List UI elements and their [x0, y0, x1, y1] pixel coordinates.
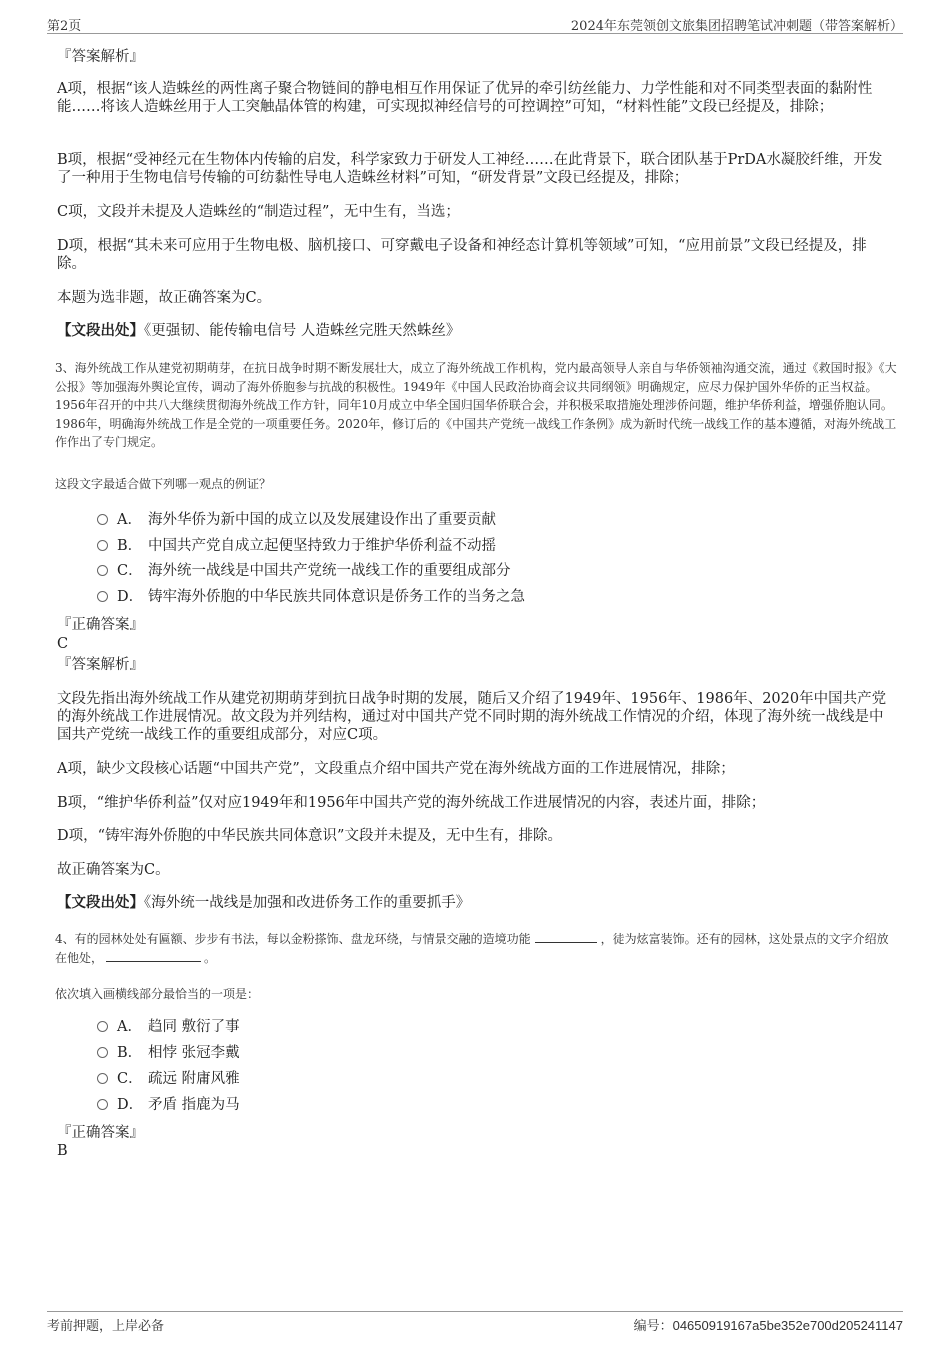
q3-analysis-b: B项，“维护华侨利益”仅对应1949年和1956年中国共产党的海外统战工作进展情况的内容，表述片面，排除；	[57, 795, 766, 811]
q4-answer-label: 『正确答案』	[57, 1125, 144, 1141]
option-letter: D．	[117, 1097, 144, 1113]
q3-analysis-main: 文段先指出海外统战工作从建党初期萌芽到抗日战争时期的发展，随后又介绍了1949年、1956年、1986年、2020年中国共产党的海外统战工作进展情况。故文段为并列结构，通过对中国共产党不同时期的海外统战工作情况的介绍，体现了海外统一战线是中国共产党统一战线工作的重要组成部分，对应C项。	[57, 691, 887, 743]
q3-prompt: 这段文字最适合做下列哪一观点的例证？	[55, 477, 272, 491]
radio-button[interactable]	[97, 1099, 108, 1110]
q4-answer: B	[57, 1143, 68, 1159]
option-letter: C．	[117, 563, 143, 579]
option-letter: C．	[117, 1071, 143, 1087]
q3-source	[57, 894, 890, 912]
q4-text-part-2: ，徒为炫富装饰。还有的园林，这处景点的文字介绍放在他处，	[55, 932, 889, 965]
q4-option-a[interactable]	[97, 1017, 240, 1037]
q3-source-text: 《海外统一战线是加强和改进侨务工作的重要抓手》	[144, 895, 471, 911]
option-text: 海外统一战线是中国共产党统一战线工作的重要组成部分	[148, 563, 511, 579]
radio-button[interactable]	[97, 565, 108, 576]
page-header	[47, 15, 903, 34]
option-text: 相悖 张冠李戴	[148, 1045, 240, 1061]
option-letter: A．	[117, 512, 142, 528]
q4-option-b[interactable]	[97, 1043, 240, 1063]
q3-analysis-label: 『答案解析』	[57, 657, 144, 673]
page-footer	[47, 1311, 903, 1336]
radio-button[interactable]	[97, 540, 108, 551]
q3-option-c[interactable]	[97, 561, 511, 581]
q4-text-part-1: 4、有的园林处处有匾额、步步有书法，每以金粉搽饰、盘龙环绕，与情景交融的造境功能	[55, 932, 531, 946]
q4-prompt: 依次填入画横线部分最恰当的一项是：	[55, 987, 260, 1001]
q2-source-label: 【文段出处】	[57, 322, 144, 339]
footer-code-label: 编号：	[633, 1319, 673, 1334]
radio-button[interactable]	[97, 1047, 108, 1058]
q2-analysis-d: D项，根据“其未来可应用于生物电极、脑机接口、可穿戴电子设备和神经态计算机等领域”可知，“应用前景”文段已经提及，排除。	[57, 238, 867, 272]
radio-button[interactable]	[97, 1021, 108, 1032]
q4-blank-1	[535, 930, 597, 943]
option-letter: B．	[117, 538, 143, 554]
q4-blank-2	[106, 949, 201, 962]
q2-analysis-label: 『答案解析』	[57, 49, 144, 65]
q3-source-label: 【文段出处】	[57, 894, 144, 911]
radio-button[interactable]	[97, 1073, 108, 1084]
q2-analysis-a: A项，根据“该人造蛛丝的两性离子聚合物链间的静电相互作用保证了优异的牵引纺丝能力、力学性能和对不同类型表面的黏附性能……将该人造蛛丝用于人工突触晶体管的构建，可实现拟神经信号的可控调控”可知，“材料性能”文段已经提及，排除；	[57, 81, 873, 115]
option-text: 矛盾 指鹿为马	[148, 1097, 240, 1113]
option-letter: B．	[117, 1045, 143, 1061]
q3-answer-label: 『正确答案』	[57, 617, 144, 633]
q3-passage: 3、海外统战工作从建党初期萌芽，在抗日战争时期不断发展壮大，成立了海外统战工作机构，党内最高领导人亲自与华侨领袖沟通交流，通过《救国时报》《大公报》等加强海外舆论宣传，调动了海外侨胞参与抗战的积极性。1949年《中国人民政治协商会议共同纲领》明确规定，应尽力保护国外华侨的正当权益。1956年召开的中共八大继续贯彻海外统战工作方针，同年10月成立中华全国归国华侨联合会，并积极采取措施处理涉侨问题，维护华侨利益，增强侨胞认同。1986年，明确海外统战工作是全党的一项重要任务。2020年，修订后的《中国共产党统一战线工作条例》成为新时代统一战线工作的基本遵循，对海外统战工作作出了专门规定。	[55, 361, 897, 449]
option-text: 趋同 敷衍了事	[148, 1019, 240, 1035]
q3-conclusion: 故正确答案为C。	[57, 862, 170, 878]
q3-analysis-d: D项，“铸牢海外侨胞的中华民族共同体意识”文段并未提及，无中生有，排除。	[57, 828, 562, 844]
option-letter: D．	[117, 589, 144, 605]
q2-conclusion: 本题为选非题，故正确答案为C。	[57, 290, 272, 306]
q3-analysis-a: A项，缺少文段核心话题“中国共产党”，文段重点介绍中国共产党在海外统战方面的工作进展情况，排除；	[57, 761, 735, 777]
q4-option-c[interactable]	[97, 1069, 240, 1089]
q2-analysis-c: C项，文段并未提及人造蛛丝的“制造过程”，无中生有，当选；	[57, 204, 460, 220]
q2-analysis-b: B项，根据“受神经元在生物体内传输的启发，科学家致力于研发人工神经……在此背景下，联合团队基于PrDA水凝胶纤维，开发了一种用于生物电信号传输的可纺黏性导电人造蛛丝材料”可知，“研发背景”文段已经提及，排除；	[57, 152, 883, 186]
q4-passage	[55, 930, 900, 967]
option-text: 铸牢海外侨胞的中华民族共同体意识是侨务工作的当务之急	[148, 589, 525, 605]
option-letter: A．	[117, 1019, 142, 1035]
q3-option-d[interactable]	[97, 587, 525, 607]
q4-text-part-3: 。	[204, 950, 217, 965]
document-title: 2024年东莞领创文旅集团招聘笔试冲刺题（带答案解析）	[570, 19, 903, 34]
option-text: 中国共产党自成立起便坚持致力于维护华侨利益不动摇	[148, 538, 496, 554]
footer-code	[634, 1315, 903, 1334]
q4-option-d[interactable]	[97, 1095, 240, 1115]
q3-option-a[interactable]	[97, 510, 496, 530]
q2-source-text: 《更强韧、能传输电信号 人造蛛丝完胜天然蛛丝》	[144, 323, 461, 339]
q3-option-b[interactable]	[97, 536, 496, 556]
footer-code-value: 04650919167a5be352e700d205241147	[672, 1318, 903, 1333]
option-text: 疏远 附庸风雅	[148, 1071, 240, 1087]
footer-slogan: 考前押题，上岸必备	[47, 1319, 165, 1334]
radio-button[interactable]	[97, 591, 108, 602]
radio-button[interactable]	[97, 514, 108, 525]
page-number: 第2页	[47, 19, 82, 34]
option-text: 海外华侨为新中国的成立以及发展建设作出了重要贡献	[148, 512, 496, 528]
q2-source	[57, 322, 890, 340]
q3-answer: C	[57, 636, 69, 652]
